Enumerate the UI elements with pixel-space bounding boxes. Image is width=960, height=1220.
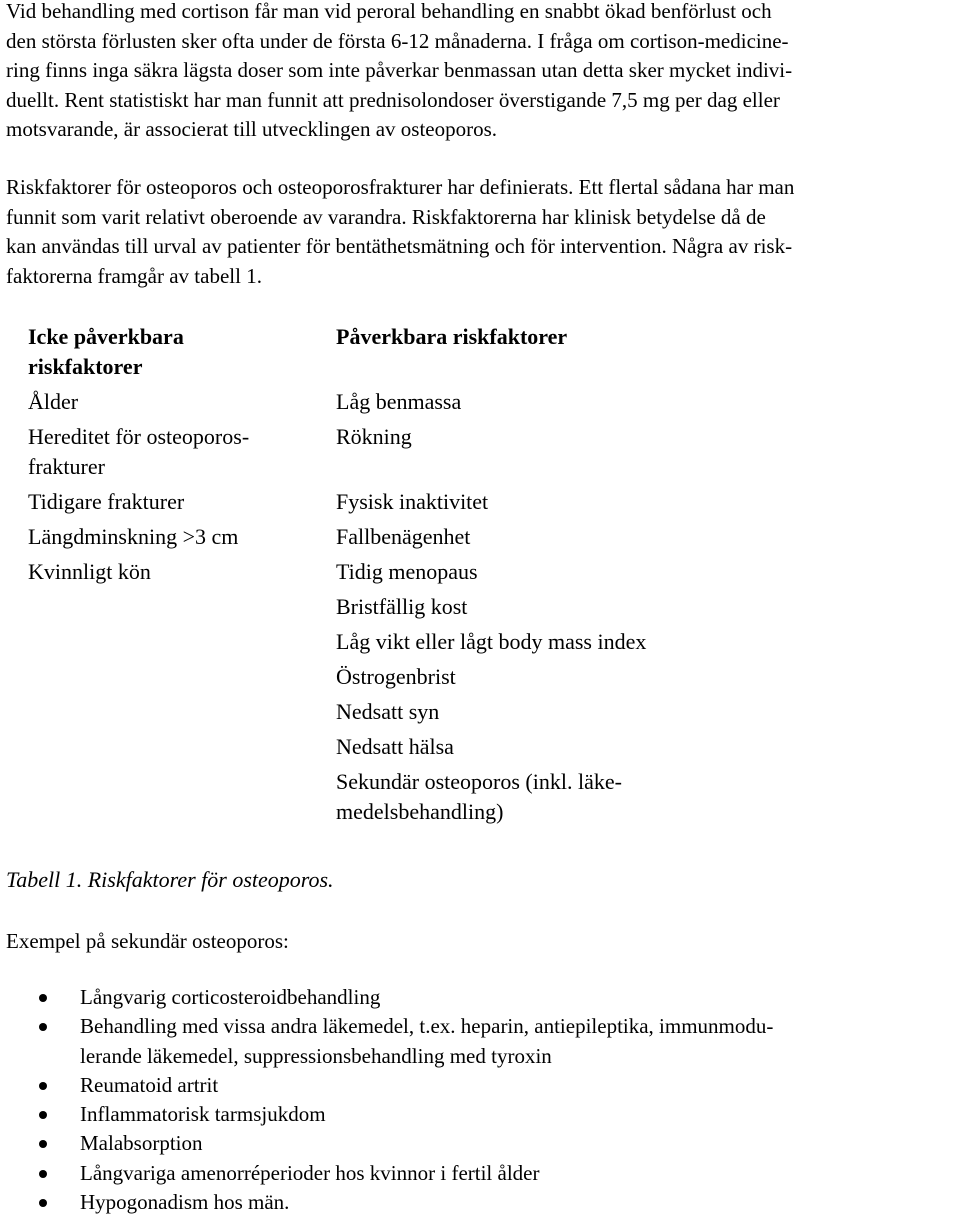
table-cell: Bristfällig kost	[336, 594, 468, 619]
bullet-icon	[39, 994, 47, 1002]
list-item	[6, 1100, 956, 1129]
paragraph-line: Vid behandling med cortison får man vid peroral behandling en snabbt ökad benförlust och	[6, 0, 772, 23]
bullet-icon	[39, 1111, 47, 1119]
table-cell: Hereditet för osteoporos-	[28, 424, 250, 449]
paragraph-line: den största förlusten sker ofta under de första 6-12 månaderna. I fråga om cortison-medicine-	[6, 28, 789, 53]
paragraph-line: ring finns inga säkra lägsta doser som inte påverkar benmassan utan detta sker mycket indivi-	[6, 58, 793, 82]
table-cell: Ålder	[28, 389, 79, 414]
list-item	[6, 1012, 956, 1071]
table-cell: Rökning	[336, 424, 412, 449]
non-modifiable-column	[28, 322, 328, 587]
bullet-icon	[39, 1082, 47, 1090]
table-cell: Låg benmassa	[336, 389, 462, 414]
bullet-icon	[39, 1023, 47, 1031]
bullet-icon	[39, 1199, 47, 1207]
list-item-text: lerande läkemedel, suppressionsbehandling med tyroxin	[80, 1043, 552, 1068]
paragraph-line: duellt. Rent statistiskt har man funnit att prednisolondoser överstigande 7,5 mg per dag eller	[6, 87, 780, 112]
example-intro: Exempel på sekundär osteoporos:	[6, 929, 289, 953]
table-cell: Tidigare frakturer	[28, 489, 185, 514]
list-item	[6, 983, 956, 1012]
list-item	[6, 1129, 956, 1158]
table-caption: Tabell 1. Riskfaktorer för osteoporos.	[6, 867, 334, 892]
column-header: Icke påverkbara	[28, 324, 184, 349]
table-cell: Nedsatt syn	[336, 699, 440, 724]
table-cell: Fallbenägenhet	[336, 524, 471, 549]
list-item	[6, 1188, 956, 1217]
paragraph-line: funnit som varit relativt oberoende av varandra. Riskfaktorerna har klinisk betydelse då de	[6, 204, 766, 229]
paragraph-riskfactors	[6, 173, 794, 291]
table-cell: Nedsatt hälsa	[336, 734, 454, 759]
bullet-icon	[39, 1170, 47, 1178]
list-item-text: Behandling med vissa andra läkemedel, t.ex. heparin, antiepileptika, immunmodu-	[80, 1014, 774, 1039]
list-item-text: Långvarig corticosteroidbehandling	[80, 985, 381, 1009]
list-item-text: Hypogonadism hos män.	[80, 1190, 290, 1215]
paragraph-line: faktorerna framgår av tabell 1.	[6, 263, 262, 288]
table-cell: Sekundär osteoporos (inkl. läke-	[336, 769, 622, 794]
list-item-text: Långvariga amenorréperioder hos kvinnor i fertil ålder	[80, 1160, 540, 1185]
table-cell: Tidig menopaus	[336, 559, 478, 584]
table-cell: medelsbehandling)	[336, 799, 504, 824]
paragraph-line: motsvarande, är associerat till utvecklingen av osteoporos.	[6, 117, 498, 141]
paragraph-cortisone	[6, 0, 792, 145]
table-cell: Kvinnligt kön	[28, 559, 151, 584]
table-cell: Längdminskning >3 cm	[28, 524, 239, 549]
bullet-icon	[39, 1140, 47, 1148]
list-item	[6, 1071, 956, 1100]
paragraph-line: Riskfaktorer för osteoporos och osteoporosfrakturer har definierats. Ett flertal sådana har man	[6, 175, 795, 199]
list-item	[6, 1159, 956, 1188]
secondary-osteoporosis-list	[6, 983, 956, 1217]
column-header: Påverkbara riskfaktorer	[336, 324, 568, 349]
list-item-text: Reumatoid artrit	[80, 1072, 219, 1097]
modifiable-column	[336, 322, 736, 827]
table-cell: frakturer	[28, 454, 105, 479]
table-cell: Fysisk inaktivitet	[336, 489, 489, 514]
table-cell: Östrogenbrist	[336, 664, 456, 689]
table-cell: Låg vikt eller lågt body mass index	[336, 629, 647, 654]
column-header: riskfaktorer	[28, 354, 143, 379]
list-item-text: Inflammatorisk tarmsjukdom	[80, 1102, 326, 1127]
list-item-text: Malabsorption	[80, 1131, 203, 1156]
paragraph-line: kan användas till urval av patienter för bentäthetsmätning och för intervention. Några av risk-	[6, 234, 793, 258]
